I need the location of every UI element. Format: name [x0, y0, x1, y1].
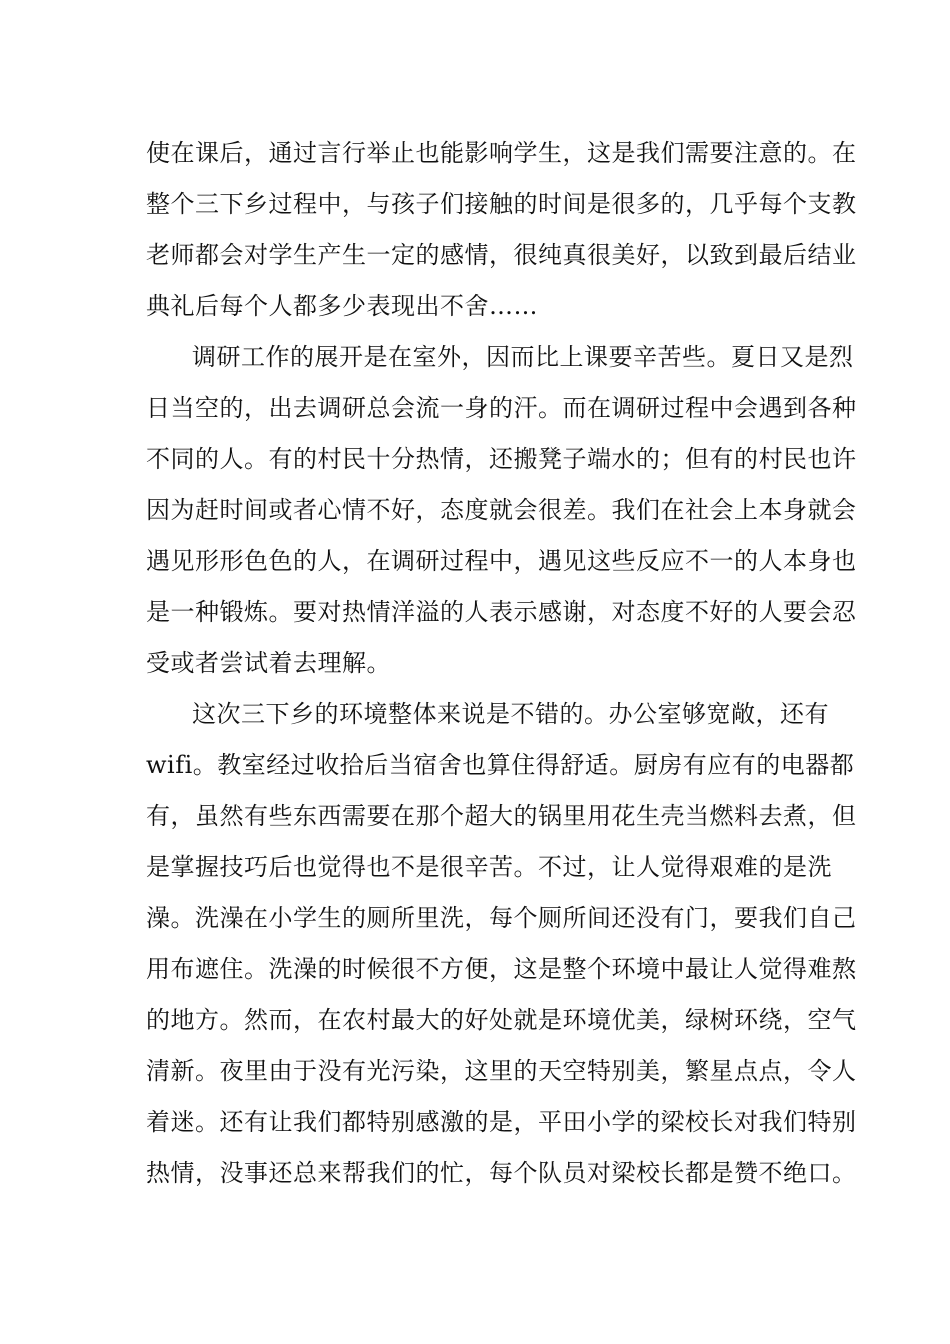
text-line: 整个三下乡过程中，与孩子们接触的时间是很多的，几乎每个支教	[146, 190, 857, 218]
text-line: 热情，没事还总来帮我们的忙，每个队员对梁校长都是赞不绝口。	[146, 1159, 857, 1187]
text-line: 不同的人。有的村民十分热情，还搬凳子端水的；但有的村民也许	[146, 445, 857, 473]
text-line: 是掌握技巧后也觉得也不是很辛苦。不过，让人觉得艰难的是洗	[146, 853, 832, 881]
paragraph-start-line: 这次三下乡的环境整体来说是不错的。办公室够宽敞，还有	[192, 700, 829, 728]
text-line: 清新。夜里由于没有光污染，这里的天空特别美，繁星点点，令人	[146, 1057, 857, 1085]
text-line: 因为赶时间或者心情不好，态度就会很差。我们在社会上本身就会	[146, 496, 857, 524]
text-line: 受或者尝试着去理解。	[146, 649, 391, 677]
text-line: wifi。教室经过收拾后当宿舍也算住得舒适。厨房有应有的电器都	[146, 751, 855, 779]
text-line: 用布遮住。洗澡的时候很不方便，这是整个环境中最让人觉得难熬	[146, 955, 857, 983]
paragraph-start-line: 调研工作的展开是在室外，因而比上课要辛苦些。夏日又是烈	[192, 343, 854, 371]
text-line: 使在课后，通过言行举止也能影响学生，这是我们需要注意的。在	[146, 139, 857, 167]
text-line: 老师都会对学生产生一定的感情，很纯真很美好，以致到最后结业	[146, 241, 857, 269]
text-line: 的地方。然而，在农村最大的好处就是环境优美，绿树环绕，空气	[146, 1006, 857, 1034]
text-line: 有，虽然有些东西需要在那个超大的锅里用花生壳当燃料去煮，但	[146, 802, 857, 830]
text-line: 是一种锻炼。要对热情洋溢的人表示感谢，对态度不好的人要会忍	[146, 598, 857, 626]
text-line: 着迷。还有让我们都特别感激的是，平田小学的梁校长对我们特别	[146, 1108, 857, 1136]
text-line: 遇见形形色色的人，在调研过程中，遇见这些反应不一的人本身也	[146, 547, 857, 575]
text-line: 日当空的，出去调研总会流一身的汗。而在调研过程中会遇到各种	[146, 394, 857, 422]
text-line: 澡。洗澡在小学生的厕所里洗，每个厕所间还没有门，要我们自己	[146, 904, 857, 932]
text-line: 典礼后每个人都多少表现出不舍……	[146, 292, 538, 320]
